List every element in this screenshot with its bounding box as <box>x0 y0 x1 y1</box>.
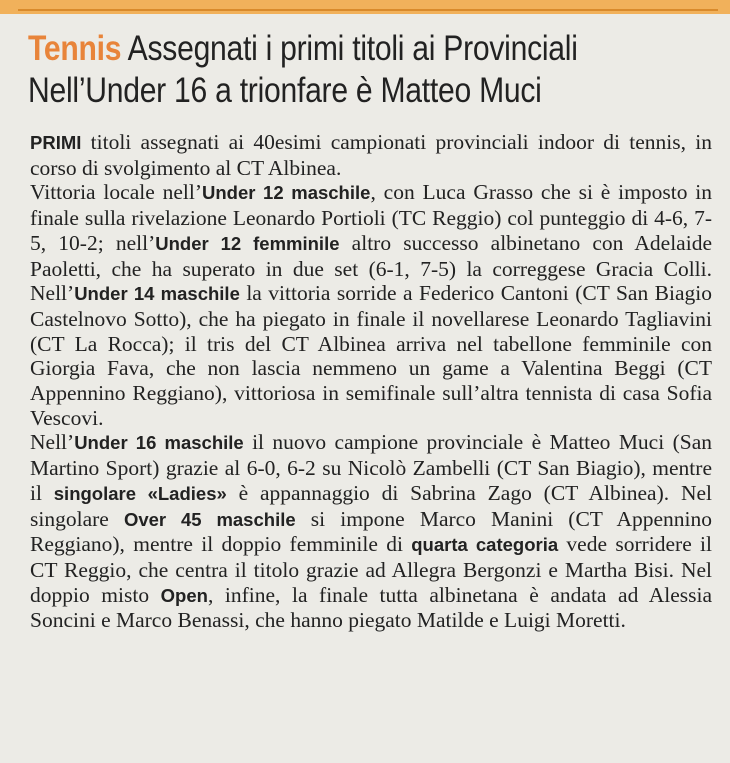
bold-keyword: singolare «Ladies» <box>53 482 227 504</box>
headline-kicker: Tennis <box>28 29 122 68</box>
bold-keyword: Under 16 maschile <box>74 432 244 454</box>
text-run: Nell’ <box>30 430 75 455</box>
top-color-rule <box>0 0 730 14</box>
text-run: titoli assegnati ai 40esimi campionati provinciali indoor di tennis, in corso di svolgimento al CT Albinea. <box>30 130 712 180</box>
text-run: Vittoria locale nell’ <box>30 180 202 205</box>
bold-keyword: Under 12 femminile <box>155 232 340 254</box>
text-run: il nuovo campione provinciale è Matteo Muci (San Martino Sport) grazie al 6-0, 6-2 su Nicolò Zambelli (CT San Biagio), mentre il <box>30 430 712 505</box>
text-run: è appannaggio di Sabrina Zago (CT Albinea). Nel singolare <box>30 480 712 531</box>
bold-keyword: quarta categoria <box>411 534 559 556</box>
headline-title-1: Assegnati i primi titoli ai Provinciali <box>127 29 578 68</box>
text-run: , infine, la finale tutta albinetana è andata ad Alessia Soncini e Marco Benassi, che hanno piegato Matilde e Luigi Moretti. <box>30 582 712 633</box>
text-run: vede sorridere il CT Reggio, che centra il titolo grazie ad Allegra Bergonzi e Martha Bisi. Nel doppio misto <box>30 532 712 607</box>
article-body <box>30 130 712 633</box>
bold-keyword: Over 45 maschile <box>123 508 296 530</box>
paragraph-1 <box>30 130 712 180</box>
text-run: la vittoria sorride a Federico Cantoni (CT San Biagio Castelnovo Sotto), che ha piegato in finale il novellarese Leonardo Tagliavini (CT La Rocca); il tris del CT Albinea arriva nel tabellone femminile con Giorgia Fava, che non lascia nemmeno un game a Valentina Beggi (CT Appennino Reggiano), vittoriosa in semifinale sull’altra tennista di casa Sofia Vescovi. <box>30 281 712 430</box>
top-rule-line <box>18 9 718 11</box>
bold-keyword: PRIMI <box>30 132 82 153</box>
paragraph-3 <box>30 430 712 633</box>
text-run: altro successo albinetano con Adelaide Paoletti, che ha superato in due set (6-1, 7-5) la correggese Gracia Colli. Nell’ <box>30 230 712 306</box>
text-run: si impone Marco Manini (CT Appennino Reggiano), mentre il doppio femminile di <box>30 506 712 557</box>
headline-line-1 <box>28 28 621 70</box>
bold-keyword: Under 12 maschile <box>202 182 371 204</box>
bold-keyword: Open <box>160 584 208 606</box>
headline-title-2: Nell’Under 16 a trionfare è Matteo Muci <box>28 71 542 110</box>
text-run: , con Luca Grasso che si è imposto in finale sulla rivelazione Leonardo Portioli (TC Reggio) col punteggio di 4-6, 7-5, 10-2; nell’ <box>30 180 713 255</box>
bold-keyword: Under 14 maschile <box>74 283 240 305</box>
paragraph-2 <box>30 180 712 430</box>
headline <box>28 28 621 112</box>
